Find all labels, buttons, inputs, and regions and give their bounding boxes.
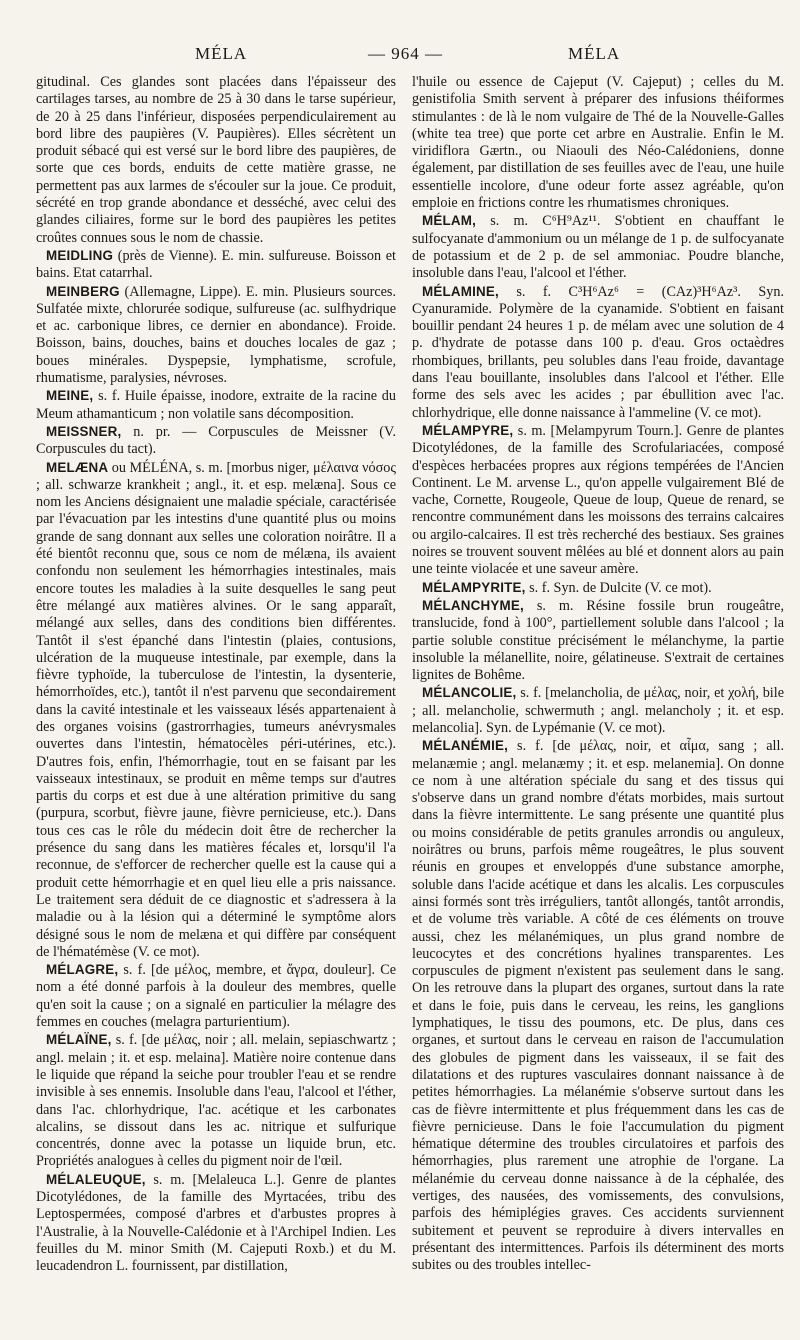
entry [36,247,396,283]
entry-text: (Allemagne, Lippe). E. min. Plusieurs sources. Sulfatée mixte, chlorurée sodique, sulfureuse (ac. sulfhydrique et ac. carbonique libres, ce dernier en abondance). Froide. Boisson, bains, douches, bains et douches locales de gaz ; boues minérales. Dyspepsie, lymphatisme, scrofule, rhumatisme, paralysies, névroses. [36,283,396,387]
headword: MEINBERG [46,283,120,299]
entry [412,597,784,684]
entry [412,579,784,597]
headword: MEISSNER, [46,423,122,439]
entry-text: ou MÉLÉNA, s. m. [morbus niger, μέλαινα νόσος ; all. schwarze krankheit ; angl., it. et esp. melæna]. Sous ce nom les Anciens désignaient une maladie spéciale, caractérisée par l'évacuation par les intestins d'une quantité plus ou moins grande de sang donnant aux selles une coloration noirâtre. Il a été bientôt reconnu que, sous ce nom de mélæna, ils avaient confondu non seulement les hémorrhagies intestinales, mais encore toutes les maladies à la suite desquelles le sang peut être mélangé aux matières alvines. Or le sang apparaît, mélangé aux selles, dans des conditions bien différentes. Tantôt il s'est épanché dans l'intestin (plaies, contusions, ulcération de la muqueuse intestinale, par exemple, dans la fièvre typhoïde, la tuberculose de l'intestin, la dysenterie, hémorrhoïdes, etc.), tantôt il n'est parvenu que secondairement dans la cavité intestinale et les vaisseaux lésés appartenaient à des organes voisins (gastrorrhagies, tumeurs anévrysmales ouvertes dans l'intestin, hématocèles péri-utérines, etc.). D'autres fois, enfin, l'hémorrhagie, tout en se faisant par les vaisseaux intestinaux, se produit en même temps sur d'autres partis du corps et est due à une altération primitive du sang (purpura, scorbut, fièvre jaune, fièvre pernicieuse, etc.). Dans tous ces cas le rôle du médecin doit être de rechercher la présence du sang dans les matières fécales et, lorsqu'il l'a reconnue, de s'efforcer de rechercher quelle est la cause qui a produit cette hémorrhagie et en quel lieu elle a pris naissance. Le traitement sera déduit de ce diagnostic et s'adressera à la maladie ou à la lésion qui a déterminé le symptôme alors désigné sous le nom de melæna et qui diffère par conséquent de l'hématémèse (V. ce mot). [36,459,396,960]
entry [36,283,396,388]
entry-text: s. m. Résine fossile brun rougeâtre, translucide, fond à 100°, partiellement soluble dans l'alcool ; la partie soluble constitue précisément le mélanchyme, la partie insoluble la mélanellite, noire, gélatineuse. S'extrait de certaines lignites de Bohême. [412,597,784,684]
entry [412,283,784,422]
entry [412,212,784,282]
entry-text: s. f. Syn. de Dulcite (V. ce mot). [525,579,712,596]
entry [36,387,396,423]
right-column [412,74,784,1324]
headword: MELÆNA [46,459,109,475]
entry-text: s. f. [de μέλας, noir ; all. melain, sepiaschwartz ; angl. melain ; it. et esp. melaina]. Matière noire contenue dans le liquide que répand la seiche pour troubler l'eau et se rendre invisible à ses ennemis. Insoluble dans l'eau, l'alcool et l'éther, dans l'ac. chlorhydrique, l'ac. acétique et les carbonates alcalins, se dissout dans les ac. nitrique et sulfurique concentrés, donne avec la potasse un liquide brun, etc. Propriétés analogues à celles du pigment noir de l'œil. [36,1032,396,1170]
headword: MÉLANCHYME, [422,597,524,613]
running-head-right: MÉLA [568,44,621,63]
page-number: — 964 — [368,44,443,63]
entry-text: gitudinal. Ces glandes sont placées dans l'épaisseur des cartilages tarses, au nombre de 25 à 30 dans le tarse supérieur, de 20 à 25 dans l'inférieur, disposées perpendiculairement au bord libre des paupières (V. Paupières). Elles sécrètent un produit sébacé qui est versé sur le bord libre des paupières, de sorte que ces bords, enduits de cette matière grasse, ne permettent pas aux larmes de s'écouler sur la joue. Ce produit, sécrété en trop grande abondance et desséché, avec celui des glandes ciliaires, forme sur le bord des paupières les petites croûtes connues sous le nom de chassie. [36,74,396,246]
entry [412,737,784,1274]
entry [412,74,784,212]
left-column [36,74,396,1324]
headword: MÉLAMPYRITE, [422,579,526,595]
page-header [0,44,800,72]
entry [36,1031,396,1170]
entry [36,423,396,459]
headword: MEIDLING [46,247,114,263]
entry [412,684,784,737]
entry-text: s. f. [melancholia, de μέλας, noir, et χολή, bile ; all. melancholie, schwermuth ; angl. melancholy ; it. et esp. melancolia]. Syn. de Lypémanie (V. ce mot). [412,685,784,736]
entry-text: s. f. [de μέλας, noir, et αἷμα, sang ; all. melanæmie ; angl. melanæmy ; it. et esp. melanemia]. On donne ce nom à une altération spéciale du sang et des tissus qui s'observe dans un grand nombre d'états morbides, mais surtout dans la fièvre intermittente. Le sang présente une quantité plus ou moins considérable de petits granules arrondis ou anguleux, noirâtres ou bruns, parfois même rougeâtres, le plus souvent réunis en groupes et enveloppés d'une substance amorphe, soluble dans l'acide acétique et dans les alcalis. Les corpuscules ainsi formés sont très irréguliers, tantôt allongés, tantôt arrondis, et de volume très variable. A côté de ces éléments on trouve aussi, chez les mélanémiques, un plus grand nombre de leucocytes et des concrétions hyalines transparentes. Les corpuscules de pigment n'existent pas seulement dans le sang. On les retrouve dans la plupart des organes, surtout dans la rate et dans le foie, puis dans le cerveau, les reins, les ganglions lymphatiques, le tissu des poumons, etc. De plus, dans ces organes, et surtout dans le cerveau en raison de l'accumulation des globules de pigment dans les vaisseaux, il se fait des dilatations et des ruptures vasculaires donnant naissance à de petites hémorrhagies. La mélanémie s'observe surtout dans les cas de fièvre intermittente et plus fréquemment dans les cas de fièvre pernicieuse. Dans le foie l'accumulation du pigment hématique détermine des troubles circulatoires et parfois des hémorrhagies, plus rarement une atrophie de l'organe. La mélanémie du cerveau donne naissance à de la céphalée, des vertiges, des nausées, des vomissements, des convulsions, parfois des hémiplégies graves. Ces accidents surviennent subitement et peuvent se reproduire à divers intervalles en présentant des intermittences. Parfois ils déterminent des morts subites ou des troubles intellec- [412,738,784,1274]
entry-text: n. pr. — Corpuscules de Meissner (V. Corpuscules du tact). [36,423,396,458]
running-head-left: MÉLA [195,44,248,63]
headword: MÉLANÉMIE, [422,738,509,754]
entry-text: s. f. [de μέλος, membre, et ἄγρα, douleur]. Ce nom a été donné parfois à la douleur des membres, quelle qu'en soit la cause ; on a signalé en particulier la mélagre des femmes en couches (melagra parturientium). [36,962,396,1031]
entry-text: s. m. C⁶H⁹Az¹¹. S'obtient en chauffant le sulfocyanate d'ammonium ou un mélange de 1 p. de sulfocyanate de potassium et de 2 p. de sel ammoniac. Poudre blanche, insoluble dans l'eau, l'alcool et l'éther. [412,213,784,282]
entry [36,74,396,247]
headword: MÉLAGRE, [46,962,119,978]
headword: MÉLAMINE, [422,283,499,299]
entry [36,961,396,1031]
entry [36,1171,396,1276]
headword: MÉLAM, [422,213,477,229]
entry-text: s. m. [Melampyrum Tourn.]. Genre de plantes Dicotylédones, de la famille des Scrofulariacées, composé d'espèces herbacées propres aux régions tempérées de l'Ancien Continent. Le M. arvense L., qu'on appelle vulgairement Blé de vache, Cornette, Rougeole, Queue de loup, Queue de renard, se rencontre communément dans les moissons des terrains calcaires ou argilo-calcaires. Il est très recherché des bestiaux. Ses graines noires se trouvent souvent mêlées au blé et donnent alors au pain une teinte violacée et une saveur amère. [412,422,784,578]
headword: MÉLAMPYRE, [422,422,514,438]
entry [412,422,784,579]
entry-text: s. f. C³H⁶Az⁶ = (CAz)³H⁶Az³. Syn. Cyanuramide. Polymère de la cyanamide. S'obtient en faisant bouillir pendant 24 heures 1 p. de mélam avec une solution de 4 p. d'hydrate de potasse dans 100 p. d'eau. Gros octaèdres rhombiques, brillants, peu solubles dans l'eau froide, davantage dans l'eau bouillante, insolubles dans l'alcool et l'éther. Elle forme des sels avec les acides ; par ébullition avec l'ac. chlorhydrique, elle donne naissance à l'ammeline (V. ce mot). [412,283,784,421]
headword: MEINE, [46,388,94,404]
entry [36,459,396,962]
entry-text: s. m. [Melaleuca L.]. Genre de plantes Dicotylédones, de la famille des Myrtacées, tribu des Leptospermées, composé d'arbres et d'arbustes propres à l'Australie, à la Nouvelle-Calédonie et à l'Archipel Indien. Les feuilles du M. minor Smith (M. Cajeputi Roxb.) et du M. leucadendron L. fournissent, par distillation, [36,1171,396,1275]
entry-text: l'huile ou essence de Cajeput (V. Cajeput) ; celles du M. genistifolia Smith servent à préparer des infusions théiformes stimulantes : de là le nom vulgaire de Thé de la Nouvelle-Galles (white tea tree) que porte cet arbre en Australie. Enfin le M. viridiflora Gærtn., ou Niaouli des Néo-Calédoniens, donne également, par distillation de ses feuilles avec de l'eau, une huile essentielle incolore, d'une odeur forte assez agréable, qu'on emploie en frictions contre les rhumatismes chroniques. [412,74,784,212]
headword: MÉLANCOLIE, [422,685,517,701]
entry-text: s. f. Huile épaisse, inodore, extraite de la racine du Meum athamanticum ; non volatile sans décomposition. [36,388,396,422]
headword: MÉLALEUQUE, [46,1171,146,1187]
headword: MÉLAÏNE, [46,1032,112,1048]
entry-text: (près de Vienne). E. min. sulfureuse. Boisson et bains. Etat catarrhal. [36,247,396,282]
